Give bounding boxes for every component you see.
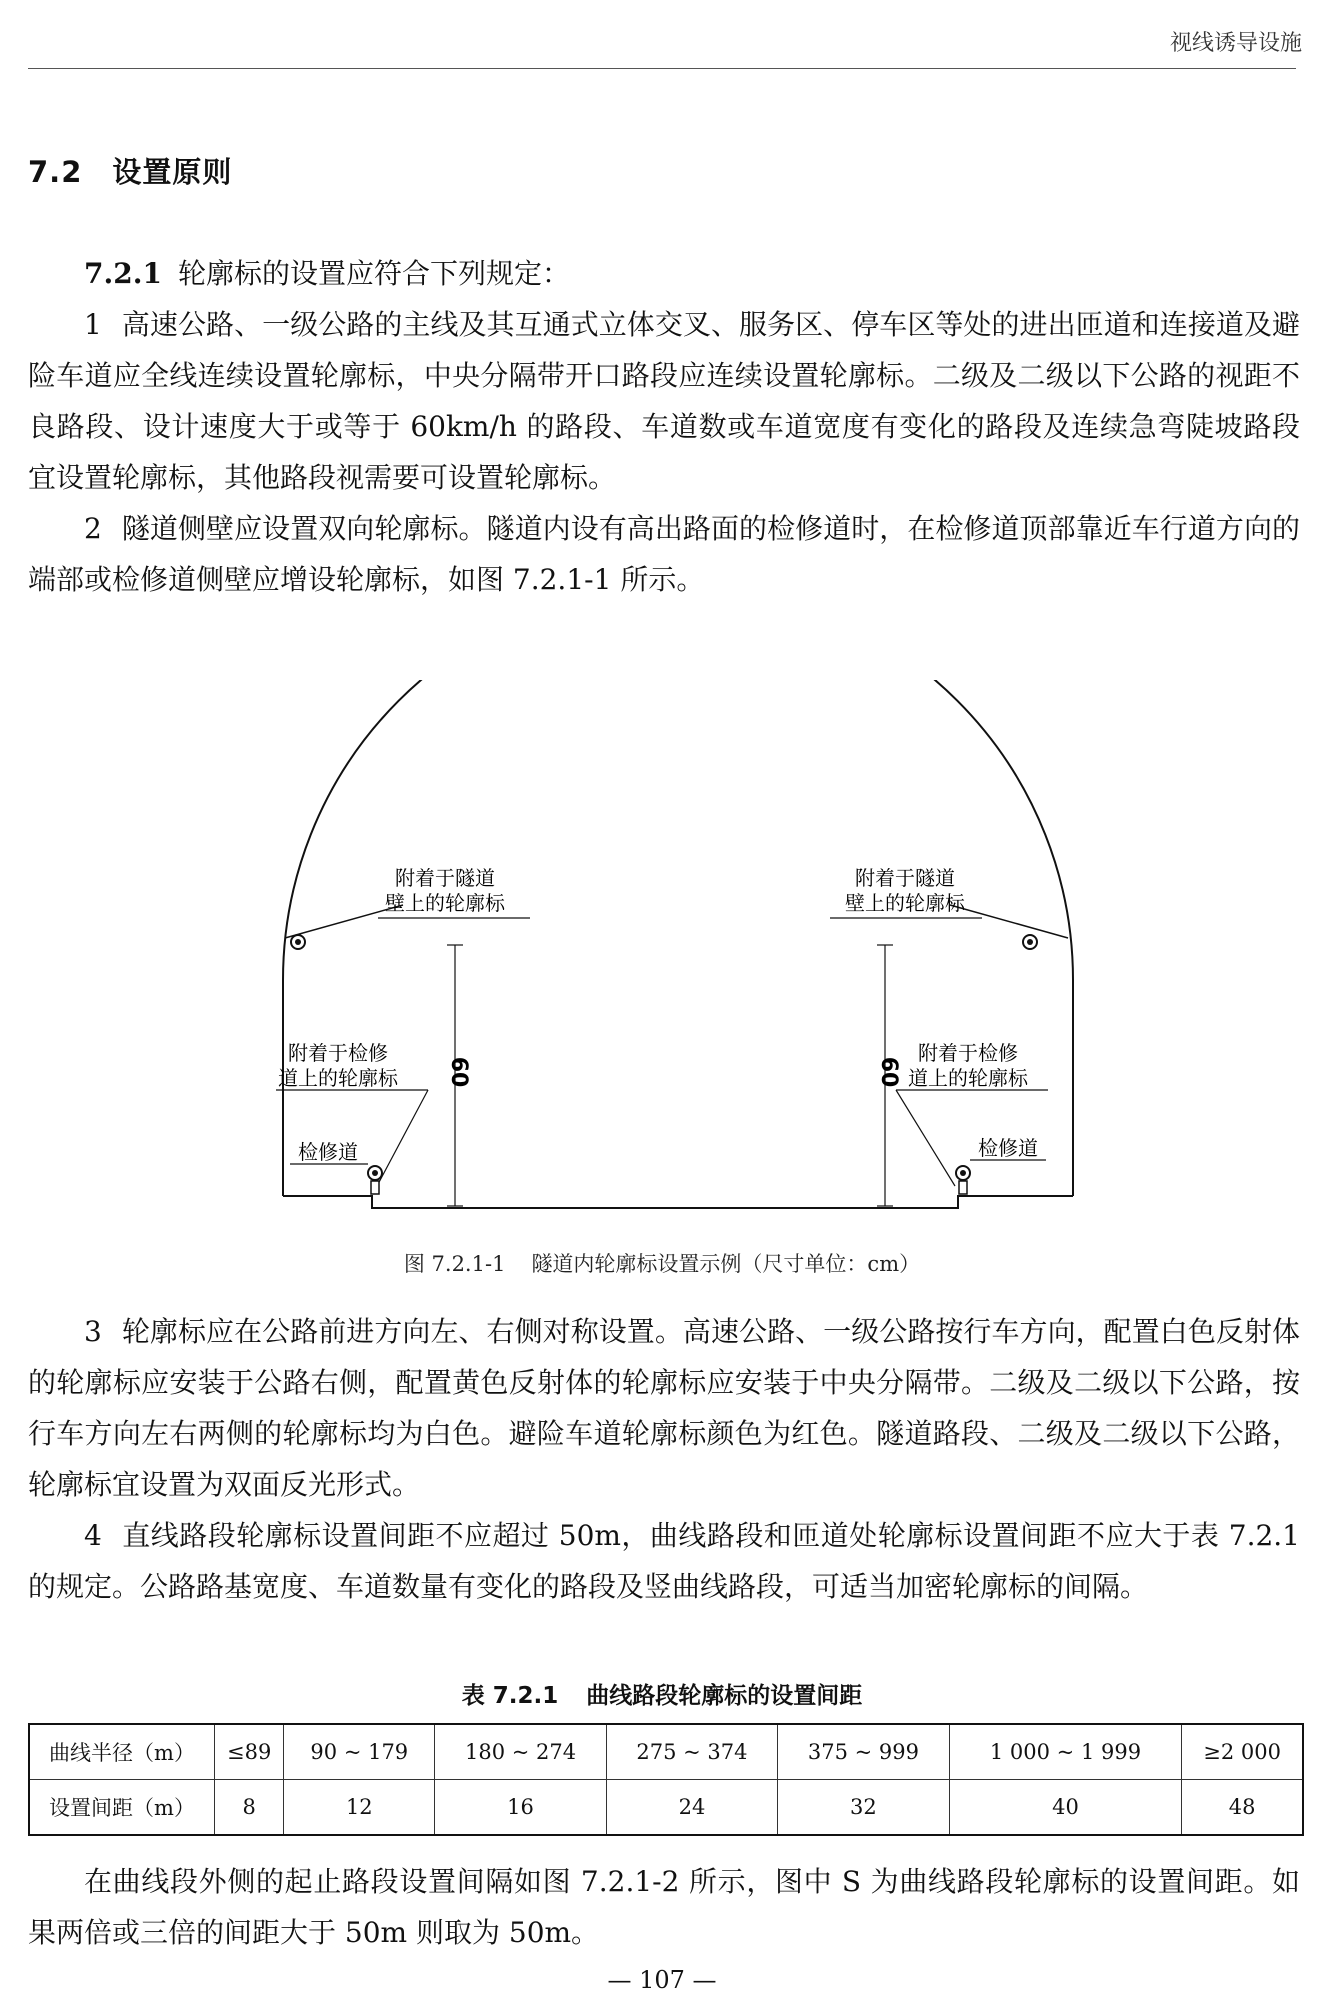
- right-walkway-label-2: 道上的轮廓标: [908, 1066, 1028, 1090]
- header-rule: [28, 68, 1296, 69]
- left-walkway-label-2: 道上的轮廓标: [278, 1066, 398, 1090]
- clause-lead-text: 轮廓标的设置应符合下列规定：: [177, 257, 570, 290]
- closing-paragraph-block: [28, 1856, 1300, 1958]
- item-4: [28, 1510, 1300, 1612]
- table-cell: 16: [435, 1780, 606, 1836]
- right-wall-label-2: 壁上的轮廓标: [845, 891, 965, 915]
- right-wall-label-1: 附着于隧道: [855, 866, 955, 890]
- right-walkway-delineator: [956, 1166, 970, 1194]
- table-row-header: 曲线半径（m）: [29, 1724, 215, 1780]
- table-cell: 180 ~ 274: [435, 1724, 606, 1780]
- section-number: 7.2: [28, 155, 83, 189]
- table-cell: 12: [284, 1780, 435, 1836]
- left-wall-label-1: 附着于隧道: [395, 866, 495, 890]
- item-2: [28, 503, 1300, 605]
- left-dimension: [446, 945, 471, 1206]
- item-3: [28, 1306, 1300, 1510]
- item-text: 隧道侧壁应设置双向轮廓标。隧道内设有高出路面的检修道时，在检修道顶部靠近车行道方向的端部或检修道侧壁应增设轮廓标，如图 7.2.1-1 所示。: [28, 512, 1300, 596]
- clause-number: 7.2.1: [84, 257, 162, 290]
- table-cell: ≤89: [215, 1724, 284, 1780]
- tunnel-floor: [283, 1196, 1073, 1208]
- spacing-table: [28, 1723, 1304, 1836]
- table-cell: 275 ~ 374: [606, 1724, 777, 1780]
- clause-body-middle: [28, 1306, 1300, 1612]
- table-number: 表 7.2.1: [461, 1683, 559, 1709]
- item-number: 4: [84, 1519, 102, 1552]
- section-title: 设置原则: [112, 155, 233, 189]
- table-caption: [0, 1677, 1324, 1710]
- figure-number: 图 7.2.1-1: [403, 1252, 506, 1276]
- clause-body-top: [28, 248, 1300, 605]
- closing-paragraph: 在曲线段外侧的起止路段设置间隔如图 7.2.1-2 所示，图中 S 为曲线路段轮廓标的设置间距。如果两倍或三倍的间距大于 50m 则取为 50m。: [28, 1865, 1300, 1949]
- item-number: 1: [84, 308, 102, 341]
- left-walkway-label-1: 附着于检修: [288, 1041, 388, 1065]
- table-cell: 8: [215, 1780, 284, 1836]
- table-title: 曲线路段轮廓标的设置间距: [586, 1683, 863, 1709]
- right-walkway-label-1: 附着于检修: [918, 1041, 1018, 1065]
- table-cell: 1 000 ~ 1 999: [949, 1724, 1182, 1780]
- left-wall-label-2: 壁上的轮廓标: [385, 891, 505, 915]
- clause-lead: [28, 248, 1300, 299]
- table-cell: 90 ~ 179: [284, 1724, 435, 1780]
- table-cell: 375 ~ 999: [778, 1724, 949, 1780]
- table-row-header: 设置间距（m）: [29, 1780, 215, 1836]
- table-cell: ≥2 000: [1182, 1724, 1303, 1780]
- item-text: 高速公路、一级公路的主线及其互通式立体交叉、服务区、停车区等处的进出匝道和连接道及避险车道应全线连续设置轮廓标，中央分隔带开口路段应连续设置轮廓标。二级及二级以下公路的视距不良路段、设计速度大于或等于 60km/h 的路段、车道数或车道宽度有变化的路段及连续急弯陡坡路段宜设置轮廓标，其他路段视需要可设置轮廓标。: [28, 308, 1300, 494]
- item-1: [28, 299, 1300, 503]
- page-number: — 107 —: [607, 1966, 717, 1994]
- running-header: 视线诱导设施: [1169, 31, 1302, 56]
- table-row-spacing: [29, 1780, 1303, 1836]
- item-number: 2: [84, 512, 102, 545]
- table-row-radius: [29, 1724, 1303, 1780]
- right-dimension-value: 60: [876, 1056, 901, 1088]
- tunnel-outline: [283, 680, 1073, 1196]
- right-dimension: [876, 945, 901, 1206]
- item-number: 3: [84, 1315, 102, 1348]
- item-text: 轮廓标应在公路前进方向左、右侧对称设置。高速公路、一级公路按行车方向，配置白色反射体的轮廓标应安装于公路右侧，配置黄色反射体的轮廓标应安装于中央分隔带。二级及二级以下公路，按行车方向左右两侧的轮廓标均为白色。避险车道轮廓标颜色为红色。隧道路段、二级及二级以下公路，轮廓标宜设置为双面反光形式。: [28, 1315, 1300, 1501]
- tunnel-diagram: [0, 680, 1324, 1240]
- section-heading: [28, 150, 232, 191]
- figure-caption: [0, 1248, 1324, 1278]
- table-cell: 40: [949, 1780, 1182, 1836]
- table-cell: 24: [606, 1780, 777, 1836]
- figure-caption-text: 隧道内轮廓标设置示例（尺寸单位：cm）: [531, 1252, 921, 1276]
- left-dimension-value: 60: [446, 1056, 471, 1088]
- table-cell: 48: [1182, 1780, 1303, 1836]
- right-walkway-name: 检修道: [978, 1136, 1038, 1160]
- table-cell: 32: [778, 1780, 949, 1836]
- left-walkway-name: 检修道: [298, 1140, 358, 1164]
- item-text: 直线路段轮廓标设置间距不应超过 50m，曲线路段和匝道处轮廓标设置间距不应大于表 7.2.1 的规定。公路路基宽度、车道数量有变化的路段及竖曲线路段，可适当加密轮廓标的间隔。: [28, 1519, 1300, 1603]
